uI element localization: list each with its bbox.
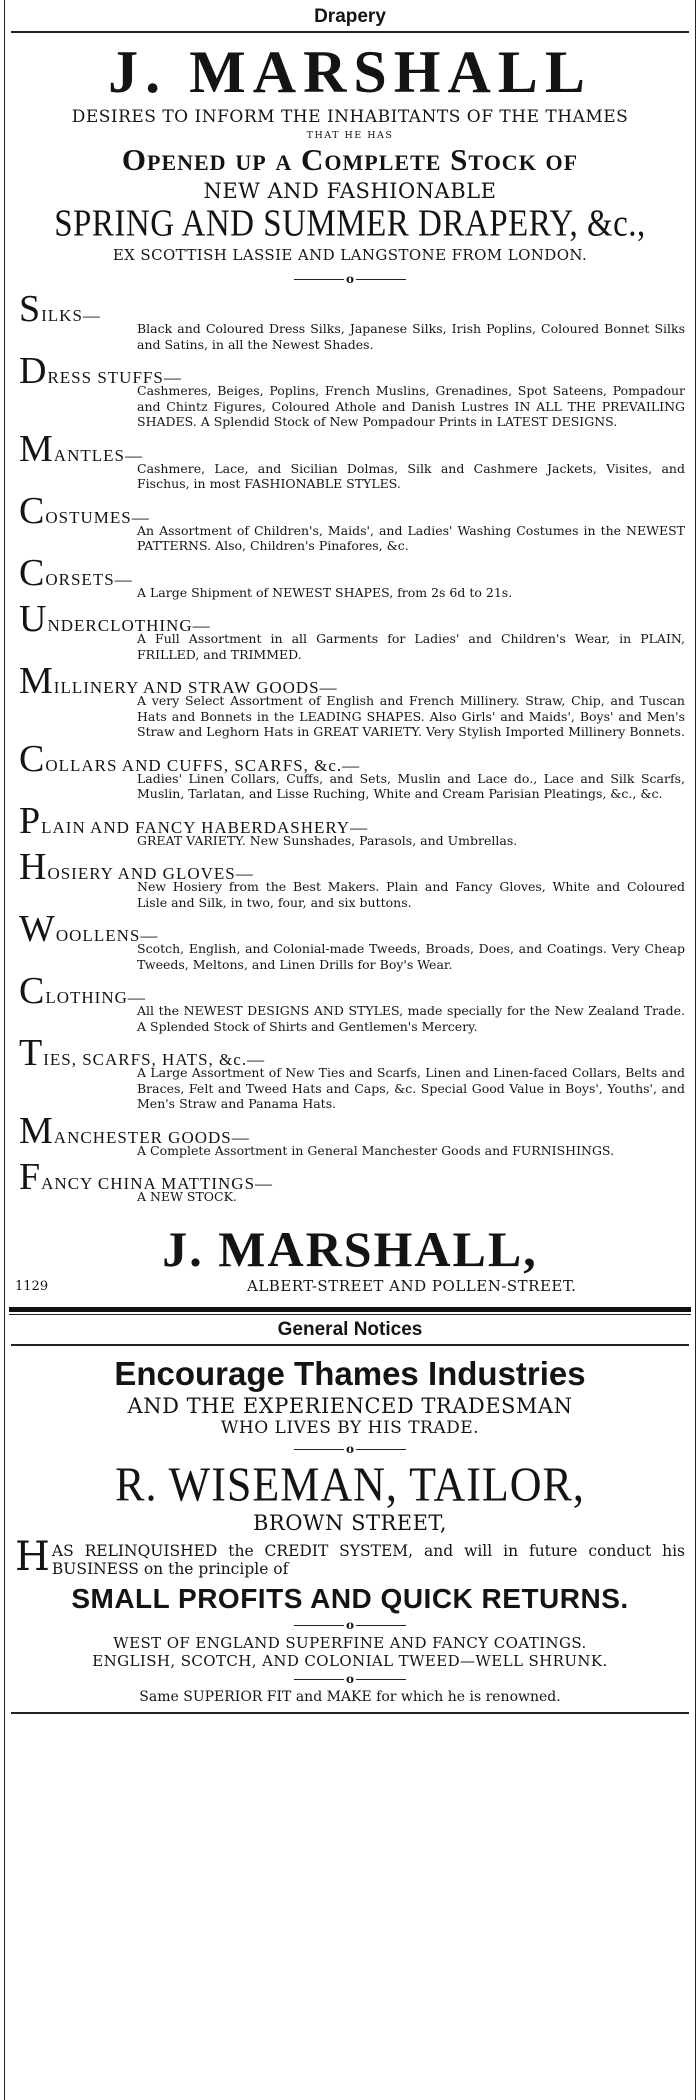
category-body: GREAT VARIETY. New Sunshades, Parasols, and Umbrellas. — [137, 832, 518, 848]
category-title-rest: LOTHING— — [45, 988, 146, 1007]
category-body: Cashmere, Lace, and Sicilian Dolmas, Silk and Cashmere Jackets, Visites, and Fischus, in most FASHIONABLE STYLES. — [137, 460, 685, 491]
footer-name: J. MARSHALL, — [162, 1220, 538, 1277]
category-initial: P — [19, 799, 42, 842]
category-initial: C — [19, 489, 46, 532]
category-list — [5, 290, 695, 1205]
category-initial: D — [19, 350, 48, 392]
category-initial: F — [19, 1156, 42, 1198]
category-initial: M — [19, 660, 54, 702]
category-initial: W — [19, 908, 56, 950]
category-body: A Complete Assortment in General Manchester Goods and FURNISHINGS. — [137, 1142, 615, 1158]
spring-summer-line: SPRING AND SUMMER DRAPERY, &c., — [54, 203, 646, 245]
category-title-rest: OLLARS AND CUFFS, SCARFS, &c.— — [45, 755, 361, 775]
category-title-rest: IES, SCARFS, HATS, &c.— — [43, 1050, 266, 1069]
west-line-1: WEST OF ENGLAND SUPERFINE AND FANCY COATINGS. — [113, 1633, 587, 1652]
category-entry — [19, 1109, 685, 1159]
o-divider: o — [5, 270, 695, 288]
ref-number: 1129 — [15, 1278, 49, 1294]
that-he-has-line: THAT HE HAS — [306, 130, 394, 141]
category-body: A NEW STOCK. — [137, 1189, 237, 1204]
category-initial: U — [19, 598, 48, 640]
category-title-rest: LAIN AND FANCY HABERDASHERY— — [41, 817, 369, 837]
advert-title: J. MARSHALL — [108, 39, 592, 105]
category-initial: S — [19, 288, 42, 330]
ex-scottish-line: EX SCOTTISH LASSIE AND LANGSTONE FROM LONDON. — [112, 246, 588, 264]
new-fashionable-line: NEW AND FASHIONABLE — [203, 179, 497, 203]
wiseman-line: R. WISEMAN, TAILOR, — [115, 1457, 585, 1511]
category-body: New Hosiery from the Best Makers. Plain and Fancy Gloves, White and Coloured Lisle and Silk, in two, four, and six buttons. — [137, 879, 685, 910]
category-title-rest: ANTLES— — [53, 445, 143, 465]
drop-initial: H — [15, 1533, 50, 1580]
category-body: An Assortment of Children's, Maids', and Ladies' Washing Costumes in the NEWEST PATTERNS. Also, Children's Pinafores, &c. — [137, 522, 685, 553]
category-body: A Full Assortment in all Garments for Ladies' and Children's Wear, in PLAIN, FRILLED, and TRIMMED. — [137, 631, 685, 662]
desires-line: DESIRES TO INFORM THE INHABITANTS OF THE THAMES — [71, 107, 629, 127]
category-body: Scotch, English, and Colonial-made Tweeds, Broads, Does, and Coatings. Very Cheap Tweeds, Meltons, and Linen Drills for Boy's Wear. — [137, 941, 685, 972]
category-entry — [19, 662, 685, 740]
o-divider: o — [5, 1670, 695, 1688]
category-title-rest: ORSETS— — [45, 569, 133, 589]
category-initial: T — [19, 1032, 44, 1074]
bottom-rule — [11, 1712, 689, 1714]
category-initial: C — [19, 551, 46, 594]
category-entry — [19, 489, 685, 554]
section-heading-general: General Notices — [277, 1318, 423, 1340]
experienced-line: AND THE EXPERIENCED TRADESMAN — [127, 1393, 573, 1418]
category-title-rest: OSIERY AND GLOVES— — [47, 864, 254, 883]
category-body: All the NEWEST DESIGNS AND STYLES, made specially for the New Zealand Trade. A Splended Stock of Shirts and Gentlemen's Mercery. — [137, 1003, 685, 1034]
category-initial: M — [19, 1109, 54, 1152]
heading-rule — [11, 31, 689, 33]
same-superior-line: Same SUPERIOR FIT and MAKE for which he is renowned. — [139, 1688, 561, 1705]
category-entry — [19, 551, 685, 601]
category-title-rest: NDERCLOTHING— — [47, 616, 211, 635]
heading-rule — [11, 1344, 689, 1346]
category-entry — [19, 352, 685, 430]
address: ALBERT-STREET AND POLLEN-STREET. — [247, 1276, 577, 1295]
o-divider: o — [5, 1440, 695, 1458]
category-body: A Large Assortment of New Ties and Scarfs, Linen and Linen-faced Collars, Belts and Braces, Felt and Tweed Hats and Caps, &c. Special Good Value in Boys', Youths', and Men's Straw and Panama Hats. — [137, 1065, 685, 1111]
category-body: Ladies' Linen Collars, Cuffs, and Sets, Muslin and Lace do., Lace and Silk Scarfs, Muslin, Tarlatan, and Lisse Ruching, White and Cream Parisian Pleatings, &c., &c. — [137, 770, 685, 801]
category-initial: H — [19, 846, 48, 888]
category-title-rest: ILKS— — [41, 306, 101, 325]
category-entry — [19, 848, 685, 910]
category-body: A Large Shipment of NEWEST SHAPES, from 2s 6d to 21s. — [137, 584, 513, 600]
category-entry — [19, 1158, 685, 1205]
section-heading-drapery: Drapery — [314, 6, 386, 27]
section-separator-thin — [9, 1314, 691, 1315]
footer-address-row — [5, 1275, 695, 1297]
category-entry — [19, 799, 685, 849]
small-profits-line: SMALL PROFITS AND QUICK RETURNS. — [71, 1582, 629, 1614]
category-body: A very Select Assortment of English and French Millinery. Straw, Chip, and Tuscan Hats and Bonnets in the LEADING SHAPES. Also Girls' and Maids', Boys' and Men's Straw and Leghorn Hats in GREAT VARIETY. Very Stylish Imported Millinery Bonnets. — [137, 693, 685, 739]
category-entry — [19, 910, 685, 972]
west-line-2: ENGLISH, SCOTCH, AND COLONIAL TWEED—WELL SHRUNK. — [92, 1651, 608, 1670]
category-entry — [19, 1034, 685, 1112]
category-entry — [19, 737, 685, 802]
category-title-rest: OOLLENS— — [55, 926, 159, 945]
opened-line: Opened up a Complete Stock of — [121, 142, 579, 177]
encourage-line: Encourage Thames Industries — [114, 1354, 586, 1392]
who-lives-line: WHO LIVES BY HIS TRADE. — [220, 1417, 480, 1438]
category-entry — [19, 427, 685, 492]
category-entry — [19, 290, 685, 352]
category-entry — [19, 600, 685, 662]
category-initial: C — [19, 970, 46, 1012]
o-divider: o — [5, 1616, 695, 1634]
section-separator — [9, 1307, 691, 1312]
category-title-rest: OSTUMES— — [45, 507, 150, 527]
category-title-rest: RESS STUFFS— — [47, 368, 182, 387]
category-initial: C — [19, 737, 46, 780]
category-body: Black and Coloured Dress Silks, Japanese Silks, Irish Poplins, Coloured Bonnet Silks and Satins, in all the Newest Shades. — [137, 321, 685, 352]
category-title-rest: ILLINERY AND STRAW GOODS— — [53, 678, 338, 697]
relinquished-paragraph: HAS RELINQUISHED the CREDIT SYSTEM, and will in future conduct his BUSINESS on the principle of — [15, 1533, 685, 1580]
category-title-rest: ANCY CHINA MATTINGS— — [41, 1174, 274, 1193]
category-title-rest: ANCHESTER GOODS— — [53, 1127, 250, 1147]
category-body: Cashmeres, Beiges, Poplins, French Muslins, Grenadines, Spot Sateens, Pompadour and Chintz Figures, Coloured Athole and Danish Lustres IN ALL THE PREVAILING SHADES. A Splendid Stock of New Pompadour Prints in LATEST DESIGNS. — [137, 383, 685, 429]
category-entry — [19, 972, 685, 1034]
category-initial: M — [19, 427, 54, 470]
brown-street-line: BROWN STREET, — [252, 1510, 448, 1535]
newspaper-page — [4, 0, 696, 2100]
